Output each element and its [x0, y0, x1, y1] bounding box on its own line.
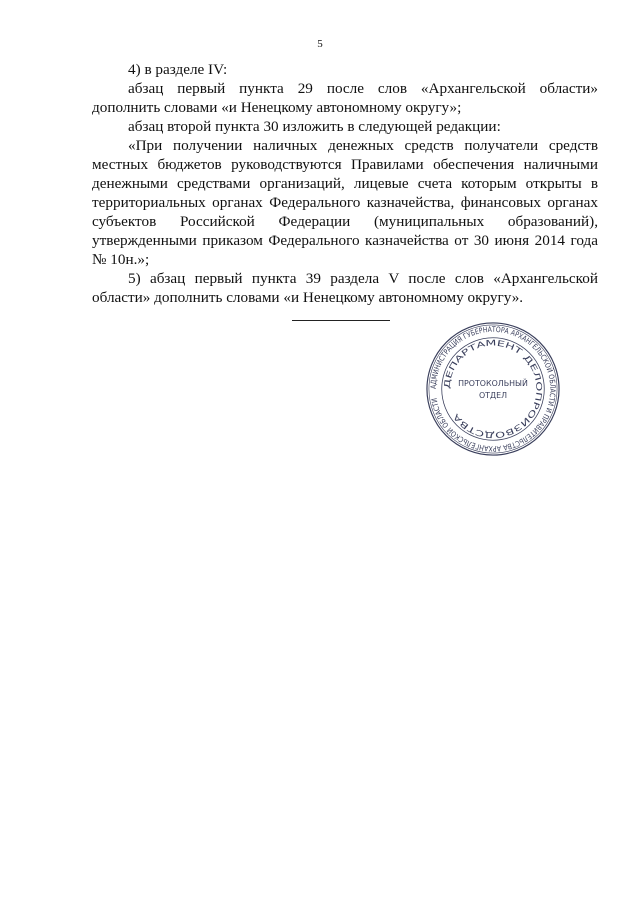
- paragraph-quote: «При получении наличных денежных средств получатели средств местных бюджетов руководствуются Правилами обеспечения наличными денежными средствами организаций, лицевые счета которым открыты в территориальных органах Федерального казначейства, финансовых органах субъектов Российской Федерации (муниципальных образований), утвержденными приказом Федерального казначейства от 30 июня 2014 года № 10н.»;: [92, 137, 598, 268]
- paragraph-point-30: абзац второй пункта 30 изложить в следующей редакции:: [128, 118, 501, 135]
- seal-stamp: [424, 320, 562, 458]
- paragraph-section-iv: 4) в разделе IV:: [128, 61, 228, 78]
- seal-inner-text: ДЕПАРТАМЕНТ ДЕЛОПРОИЗВОДСТВА: [442, 338, 544, 440]
- page-number: 5: [317, 38, 323, 50]
- seal-outer-text: АДМИНИСТРАЦИЯ ГУБЕРНАТОРА АРХАНГЕЛЬСКОЙ ОБЛАСТИ И ПРАВИТЕЛЬСТВА АРХАНГЕЛЬСКОЙ ОБЛАСТИ: [428, 324, 558, 454]
- seal-inner-ring: [442, 338, 545, 441]
- seal-center-line2: ОТДЕЛ: [478, 390, 508, 400]
- seal-center-line1: ПРОТОКОЛЬНЫЙ: [458, 379, 528, 389]
- paragraph-point-39: 5) абзац первый пункта 39 раздела V после слов «Архангельской области» дополнить словами «и Ненецкому автономному округу».: [92, 270, 598, 306]
- document-body: [92, 60, 598, 307]
- end-rule: [292, 320, 390, 321]
- paragraph-point-29: абзац первый пункта 29 после слов «Архангельской области» дополнить словами «и Ненецкому автономному округу»;: [92, 80, 598, 116]
